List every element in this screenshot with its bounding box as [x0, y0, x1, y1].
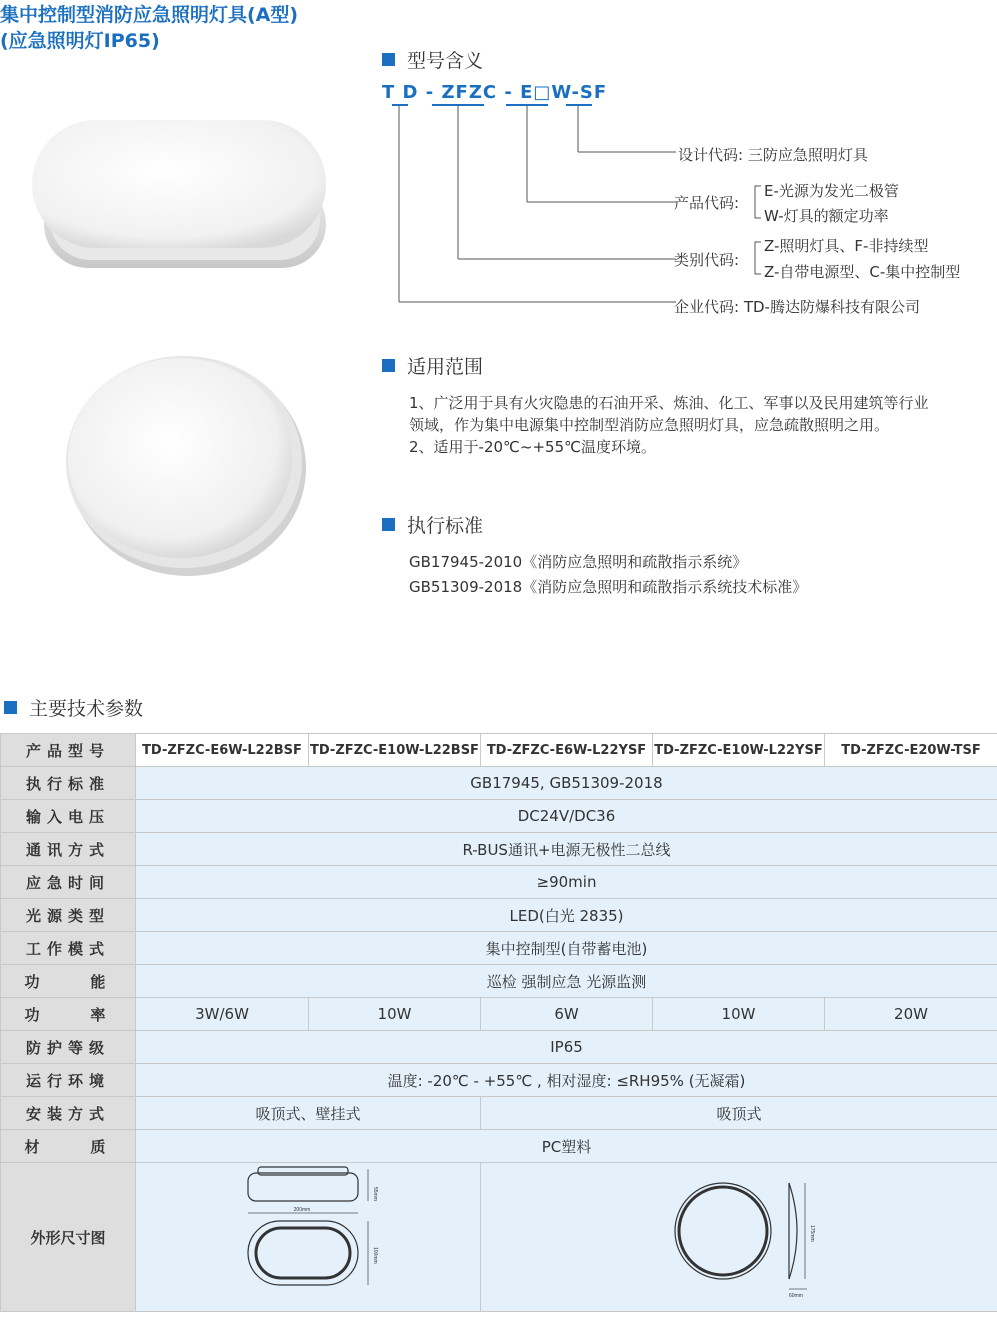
scope-heading: 适用范围	[382, 352, 483, 379]
standard-2: GB51309-2018《消防应急照明和疏散指示系统技术标准》	[409, 578, 808, 596]
svg-text:60mm: 60mm	[789, 1293, 803, 1299]
page-title	[0, 2, 298, 54]
scope-text: 1、广泛用于具有火灾隐患的石油开采、炼油、化工、军事以及民用建筑等行业 领域，作为集中电源集中控制型消防应急照明灯具，应急疏散照明之用。 2、适用于-20℃~+55℃温度环境。	[409, 394, 929, 456]
comm-value: R-BUS通讯+电源无极性二总线	[136, 833, 997, 866]
product-code-bracket	[752, 184, 762, 220]
product-code-w: W-灯具的额定功率	[764, 207, 889, 225]
model-code: T D - ZFZC - E□W-SF	[382, 82, 608, 103]
svg-text:100mm: 100mm	[372, 1247, 378, 1264]
spec-table	[0, 733, 997, 1312]
power-2: 10W	[309, 998, 481, 1031]
table-row: 通讯方式 R-BUS通讯+电源无极性二总线	[1, 833, 997, 866]
category-code-bracket	[752, 240, 762, 276]
table-row: 输入电压 DC24V/DC36	[1, 800, 997, 833]
category-code-zf: Z-照明灯具、F-非持续型	[764, 237, 929, 255]
model-3: TD-ZFZC-E6W-L22YSF	[481, 734, 653, 767]
table-row: 应急时间 ≥90min	[1, 866, 997, 899]
ip-value: IP65	[136, 1031, 997, 1064]
table-row: 功 率 3W/6W 10W 6W 10W 20W	[1, 998, 997, 1031]
model-meaning-heading: 型号含义	[382, 46, 483, 73]
model-code-diagram	[380, 102, 680, 312]
bullet-square-icon	[382, 518, 395, 531]
mode-value: 集中控制型(自带蓄电池)	[136, 932, 997, 965]
table-row: 外形尺寸图 200mm 55mm 100mm 175mm 60mm	[1, 1163, 997, 1312]
table-row	[1, 734, 997, 767]
standard-value: GB17945, GB51309-2018	[136, 767, 997, 800]
table-row: 功 能 巡检 强制应急 光源监测	[1, 965, 997, 998]
params-heading: 主要技术参数	[4, 694, 143, 721]
standard-heading: 执行标准	[382, 511, 483, 538]
model-2: TD-ZFZC-E10W-L22BSF	[309, 734, 481, 767]
bullet-square-icon	[382, 359, 395, 372]
time-value: ≥90min	[136, 866, 997, 899]
product-code-e: E-光源为发光二极管	[764, 182, 899, 200]
design-code-line: 设计代码: 三防应急照明灯具	[678, 146, 868, 164]
product-code-label: 产品代码:	[674, 194, 740, 212]
install-2: 吸顶式	[481, 1097, 997, 1130]
bullet-square-icon	[382, 53, 395, 66]
title-line2: (应急照明灯IP65)	[0, 30, 160, 52]
table-row: 防护等级 IP65	[1, 1031, 997, 1064]
model-4: TD-ZFZC-E10W-L22YSF	[653, 734, 825, 767]
oval-lamp-image	[28, 118, 338, 276]
power-3: 6W	[481, 998, 653, 1031]
power-4: 10W	[653, 998, 825, 1031]
model-1: TD-ZFZC-E6W-L22BSF	[136, 734, 309, 767]
title-line1: 集中控制型消防应急照明灯具(A型)	[0, 4, 299, 26]
table-row: 材 质 PC塑料	[1, 1130, 997, 1163]
category-code-zc: Z-自带电源型、C-集中控制型	[764, 263, 961, 281]
svg-text:55mm: 55mm	[372, 1187, 378, 1201]
func-value: 巡检 强制应急 光源监测	[136, 965, 997, 998]
table-row: 安装方式 吸顶式、壁挂式 吸顶式	[1, 1097, 997, 1130]
voltage-value: DC24V/DC36	[136, 800, 997, 833]
install-1: 吸顶式、壁挂式	[136, 1097, 481, 1130]
table-row: 执行标准 GB17945, GB51309-2018	[1, 767, 997, 800]
round-lamp-image	[60, 350, 316, 580]
standard-1: GB17945-2010《消防应急照明和疏散指示系统》	[409, 553, 748, 571]
svg-text:175mm: 175mm	[809, 1225, 815, 1242]
oval-dimension-drawing	[136, 1163, 481, 1312]
table-row: 光源类型 LED(白光 2835)	[1, 899, 997, 932]
category-code-label: 类别代码:	[674, 251, 740, 269]
round-dimension-drawing	[481, 1163, 997, 1312]
material-value: PC塑料	[136, 1130, 997, 1163]
model-label: 产品型号	[1, 734, 136, 767]
env-value: 温度: -20℃ - +55℃ , 相对湿度: ≤RH95% (无凝霜)	[136, 1064, 997, 1097]
company-code-line: 企业代码: TD-腾达防爆科技有限公司	[674, 298, 920, 316]
svg-text:200mm: 200mm	[293, 1207, 311, 1213]
bullet-square-icon	[4, 701, 17, 714]
model-5: TD-ZFZC-E20W-TSF	[825, 734, 997, 767]
power-5: 20W	[825, 998, 997, 1031]
table-row: 工作模式 集中控制型(自带蓄电池)	[1, 932, 997, 965]
power-1: 3W/6W	[136, 998, 309, 1031]
light-value: LED(白光 2835)	[136, 899, 997, 932]
table-row: 运行环境 温度: -20℃ - +55℃ , 相对湿度: ≤RH95% (无凝霜)	[1, 1064, 997, 1097]
